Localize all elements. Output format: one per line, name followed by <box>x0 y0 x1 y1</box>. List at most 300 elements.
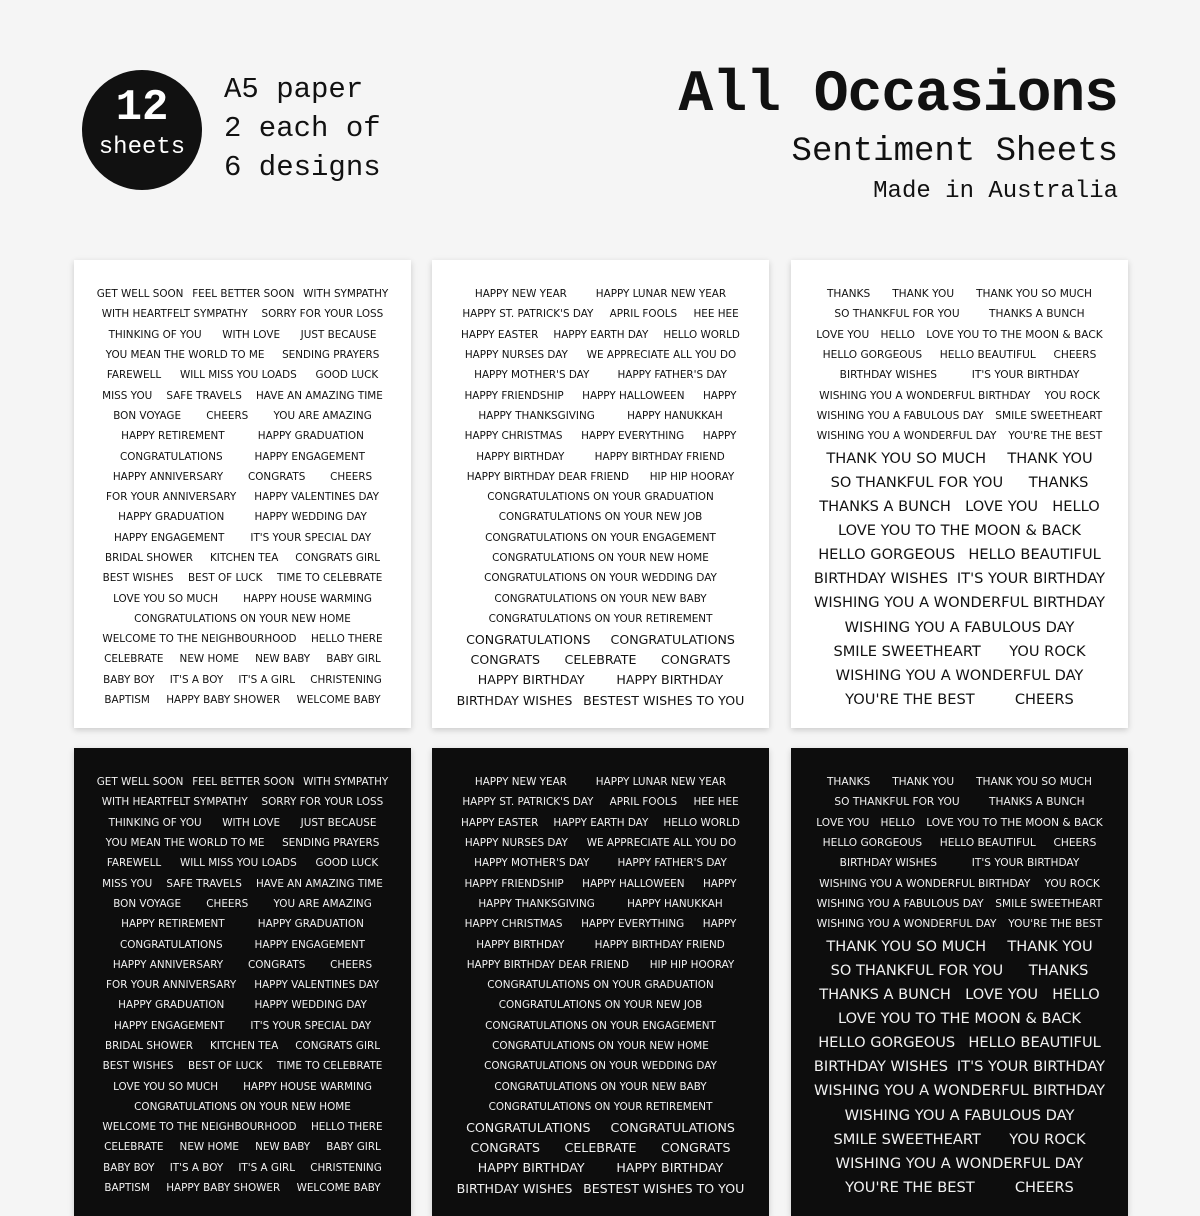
product-specs <box>224 70 381 187</box>
sentiment-row <box>74 609 411 629</box>
sentiment-phrase: THANK YOU <box>1007 937 1093 955</box>
sentiment-phrase: THINKING OF YOU <box>108 816 202 829</box>
sentiment-phrase: HAPPY BIRTHDAY <box>477 1160 585 1176</box>
sentiment-phrase: FEEL BETTER SOON <box>192 776 295 789</box>
sentiment-phrase: YOU ARE AMAZING <box>273 409 372 422</box>
sentiment-phrase: SAFE TRAVELS <box>166 389 242 402</box>
sentiment-row <box>791 426 1128 446</box>
sentiment-phrase: LOVE YOU TO THE MOON & BACK <box>926 328 1103 341</box>
sentiment-phrase: CONGRATS <box>470 651 540 667</box>
sentiment-phrase: YOU'RE THE BEST <box>845 690 975 708</box>
sentiment-phrase: YOU'RE THE BEST <box>845 1178 975 1196</box>
sentiment-phrase: HAPPY BABY SHOWER <box>166 1182 281 1195</box>
sentiment-row <box>791 873 1128 893</box>
sentiment-phrase: WISHING YOU A WONDERFUL DAY <box>835 1154 1084 1172</box>
sentiment-sheet-dark-3 <box>791 748 1128 1216</box>
sentiment-phrase: THANK YOU <box>1007 449 1093 467</box>
sentiment-phrase: HELLO THERE <box>310 1121 383 1134</box>
sentiment-sheet-light-1 <box>74 260 411 728</box>
sentiment-phrase: LOVE YOU SO MUCH <box>113 592 219 605</box>
sentiment-phrase: HAPPY RETIREMENT <box>121 918 225 931</box>
sentiment-phrase: BRIDAL SHOWER <box>104 552 194 564</box>
sentiment-phrase: FEEL BETTER SOON <box>192 288 295 301</box>
sentiment-phrase: THANK YOU <box>892 288 955 301</box>
sentiment-row <box>432 1117 769 1137</box>
sentiment-phrase: THANKS <box>826 776 871 789</box>
sentiment-phrase: HAPPY HOUSE WARMING <box>243 1080 372 1093</box>
spec-line: 2 each of <box>224 112 381 145</box>
sentiment-row <box>791 958 1128 982</box>
sentiment-row <box>74 995 411 1015</box>
sentiment-row <box>432 548 769 568</box>
sentiment-phrase: HIP HIP HOORAY <box>649 958 735 971</box>
sentiment-row <box>74 325 411 345</box>
sentiment-phrase: HAPPY EARTH DAY <box>553 328 649 341</box>
sentiment-phrase: WISHING YOU A FABULOUS DAY <box>844 1106 1075 1124</box>
sentiment-phrase: HAPPY BIRTHDAY DEAR FRIEND <box>466 958 629 971</box>
sentiment-phrase: GOOD LUCK <box>315 857 379 870</box>
sentiment-phrase: SMILE SWEETHEART <box>995 897 1103 910</box>
sentiment-phrase: LOVE YOU TO THE MOON & BACK <box>837 1010 1082 1028</box>
sentiment-row <box>432 365 769 385</box>
sentiment-phrase: SENDING PRAYERS <box>282 837 380 850</box>
sentiment-row <box>432 873 769 893</box>
sentiment-row <box>432 1076 769 1096</box>
sentiment-phrase: HAPPY <box>702 877 737 890</box>
sentiment-phrase: CONGRATULATIONS ON YOUR NEW JOB <box>498 999 703 1012</box>
sentiment-phrase: THANKS A BUNCH <box>989 796 1085 809</box>
sentiment-phrase: CELEBRATE <box>564 1139 637 1155</box>
spec-line: 6 designs <box>224 151 381 184</box>
sentiment-phrase: WISHING YOU A WONDERFUL BIRTHDAY <box>814 1082 1105 1100</box>
sentiment-row <box>432 385 769 405</box>
sentiment-phrase: YOU MEAN THE WORLD TO ME <box>105 837 265 850</box>
sentiment-row <box>432 406 769 426</box>
sentiment-phrase: HAPPY EVERYTHING <box>581 430 685 443</box>
sentiment-row <box>791 325 1128 345</box>
sentiment-phrase: THANKS A BUNCH <box>989 308 1085 321</box>
sentiment-phrase: WISHING YOU A WONDERFUL BIRTHDAY <box>819 877 1031 890</box>
sentiment-phrase: IT'S YOUR SPECIAL DAY <box>250 1019 372 1032</box>
sentiment-row <box>432 1036 769 1056</box>
sentiment-phrase: CONGRATULATIONS ON YOUR NEW HOME <box>134 1100 351 1113</box>
sentiment-row <box>791 1151 1128 1175</box>
sentiment-phrase: CELEBRATE <box>104 1141 164 1154</box>
sentiment-phrase: HELLO BEAUTIFUL <box>939 837 1036 850</box>
sentiment-phrase: IT'S A GIRL <box>238 1161 296 1174</box>
sentiment-phrase: THANK YOU SO MUCH <box>976 776 1093 789</box>
sentiment-phrase: WITH LOVE <box>222 328 281 341</box>
sentiment-phrase: CONGRATULATIONS ON YOUR NEW JOB <box>498 511 703 524</box>
sentiment-row <box>432 1016 769 1036</box>
sentiment-phrase: HELLO BEAUTIFUL <box>968 546 1101 564</box>
sentiment-row <box>74 365 411 385</box>
sentiment-row <box>791 792 1128 812</box>
sentiment-row <box>791 591 1128 615</box>
sentiment-phrase: CHEERS <box>206 897 249 910</box>
sentiment-phrase: CHEERS <box>1053 349 1097 362</box>
sentiment-phrase: HAPPY GRADUATION <box>118 511 225 524</box>
sentiment-phrase: BABY GIRL <box>326 1141 381 1154</box>
sentiment-row <box>791 567 1128 591</box>
sentiment-phrase: KITCHEN TEA <box>209 1040 279 1052</box>
sentiment-row <box>432 609 769 629</box>
sentiment-row <box>791 519 1128 543</box>
sentiment-row <box>432 629 769 649</box>
sentiment-phrase: WE APPRECIATE ALL YOU DO <box>586 349 737 362</box>
sentiment-phrase: HAPPY NURSES DAY <box>464 837 568 850</box>
sentiment-row <box>432 284 769 304</box>
sentiment-phrase: WELCOME TO THE NEIGHBOURHOOD <box>102 1121 297 1134</box>
sentiment-row <box>432 772 769 792</box>
sentiment-phrase: HAVE AN AMAZING TIME <box>255 877 383 890</box>
sentiment-phrase: LOVE YOU SO MUCH <box>113 1080 219 1093</box>
sentiment-phrase: BEST OF LUCK <box>188 1060 263 1073</box>
sentiment-row <box>74 1056 411 1076</box>
sentiment-phrase: BAPTISM <box>104 694 150 707</box>
sentiment-row <box>791 615 1128 639</box>
sentiment-phrase: CONGRATULATIONS ON YOUR NEW BABY <box>494 592 707 605</box>
sentiment-phrase: HAPPY BIRTHDAY FRIEND <box>594 938 725 951</box>
sentiment-phrase: HAPPY ENGAGEMENT <box>254 450 366 463</box>
sentiment-row <box>432 345 769 365</box>
sentiment-phrase: CHEERS <box>1053 837 1097 850</box>
sentiment-phrase: WISHING YOU A FABULOUS DAY <box>816 897 984 910</box>
sentiment-phrase: HELLO GORGEOUS <box>818 546 956 564</box>
sentiment-phrase: HAPPY ANNIVERSARY <box>112 958 224 971</box>
sentiment-row <box>74 1158 411 1178</box>
sentiment-row <box>74 1076 411 1096</box>
sentiment-phrase: CHEERS <box>330 470 373 483</box>
sentiment-phrase: IT'S A BOY <box>169 1161 224 1174</box>
sentiment-phrase: GET WELL SOON <box>96 776 184 789</box>
sheet-count-badge <box>82 70 202 190</box>
sentiment-row <box>74 1137 411 1157</box>
sentiment-row <box>74 792 411 812</box>
sentiment-phrase: HELLO GORGEOUS <box>822 837 923 850</box>
sentiment-phrase: HAPPY <box>702 430 737 443</box>
sentiment-row <box>74 304 411 324</box>
sentiment-phrase: HAPPY ENGAGEMENT <box>254 938 366 951</box>
sentiment-row <box>74 467 411 487</box>
sentiment-phrase: WITH SYMPATHY <box>303 776 389 789</box>
sentiment-row <box>791 1007 1128 1031</box>
sentiment-phrase: CONGRATULATIONS ON YOUR NEW HOME <box>492 552 709 564</box>
sentiment-phrase: HELLO GORGEOUS <box>818 1034 956 1052</box>
sentiment-phrase: CONGRATULATIONS <box>466 1119 591 1135</box>
sentiment-phrase: HELLO WORLD <box>663 328 740 341</box>
sentiment-row <box>432 487 769 507</box>
sentiment-phrase: THANK YOU <box>892 776 955 789</box>
sentiment-row <box>74 853 411 873</box>
sentiment-phrase: YOU'RE THE BEST <box>1008 430 1103 443</box>
sentiment-phrase: SO THANKFUL FOR YOU <box>834 796 960 809</box>
sentiment-phrase: CONGRATULATIONS ON YOUR WEDDING DAY <box>484 1060 717 1073</box>
sentiment-phrase: HAPPY GRADUATION <box>257 918 364 931</box>
sentiment-phrase: WITH SYMPATHY <box>303 288 389 301</box>
sentiment-row <box>791 284 1128 304</box>
sentiment-row <box>74 649 411 669</box>
sentiment-phrase: CONGRATULATIONS ON YOUR ENGAGEMENT <box>485 531 716 544</box>
sentiment-phrase: BIRTHDAY WISHES <box>456 1180 573 1196</box>
sentiment-phrase: CONGRATULATIONS ON YOUR NEW HOME <box>134 612 351 625</box>
sentiment-phrase: CONGRATS <box>247 470 306 483</box>
sentiment-row <box>74 670 411 690</box>
sentiment-phrase: LOVE YOU <box>965 986 1039 1004</box>
sentiment-row <box>791 1175 1128 1199</box>
sentiment-phrase: SMILE SWEETHEART <box>833 642 981 660</box>
sentiment-phrase: THINKING OF YOU <box>108 328 202 341</box>
sentiment-phrase: CONGRATULATIONS ON YOUR NEW BABY <box>494 1080 707 1093</box>
sentiment-phrase: CONGRATS <box>470 1139 540 1155</box>
product-subtitle: Sentiment Sheets <box>791 133 1118 171</box>
sentiment-row <box>791 914 1128 934</box>
title-block <box>679 60 1118 210</box>
sentiment-row <box>74 975 411 995</box>
sentiment-phrase: HAPPY THANKSGIVING <box>478 897 595 910</box>
sentiment-phrase: HAPPY EASTER <box>461 328 539 341</box>
sentiment-phrase: BON VOYAGE <box>113 897 182 910</box>
sentiment-phrase: SO THANKFUL FOR YOU <box>830 962 1004 980</box>
sentiment-row <box>74 690 411 710</box>
sentiment-phrase: YOU ROCK <box>1044 389 1100 402</box>
sentiment-phrase: HAPPY EVERYTHING <box>581 918 685 931</box>
sentiment-phrase: WITH HEARTFELT SYMPATHY <box>101 308 248 321</box>
sentiment-phrase: HAPPY BIRTHDAY <box>476 938 565 951</box>
sentiment-row <box>432 304 769 324</box>
sentiment-phrase: HAPPY CHRISTMAS <box>464 918 563 931</box>
sentiment-phrase: MISS YOU <box>102 389 153 402</box>
sentiment-phrase: NEW BABY <box>255 653 311 666</box>
sentiment-phrase: HAPPY VALENTINES DAY <box>254 979 379 992</box>
sentiment-row <box>432 446 769 466</box>
sentiment-row <box>74 507 411 527</box>
sentiment-phrase: FOR YOUR ANNIVERSARY <box>106 491 237 504</box>
sentiment-phrase: GET WELL SOON <box>96 288 184 301</box>
sentiment-row <box>432 1097 769 1117</box>
sentiment-phrase: THANK YOU SO MUCH <box>826 449 987 467</box>
sentiment-phrase: IT'S YOUR BIRTHDAY <box>971 369 1080 382</box>
sentiment-phrase: HAPPY MOTHER'S DAY <box>474 369 590 382</box>
sentiment-phrase: WISHING YOU A WONDERFUL BIRTHDAY <box>814 594 1105 612</box>
sentiment-sheet-dark-1 <box>74 748 411 1216</box>
sentiment-phrase: HELLO <box>1052 986 1100 1004</box>
sentiment-phrase: WILL MISS YOU LOADS <box>179 369 297 382</box>
sentiment-row <box>74 772 411 792</box>
sentiment-row <box>791 446 1128 470</box>
sentiment-phrase: BIRTHDAY WISHES <box>839 857 938 870</box>
sentiment-row <box>74 914 411 934</box>
sentiment-phrase: CHEERS <box>330 958 373 971</box>
sentiment-sheet-dark-2 <box>432 748 769 1216</box>
sentiment-row <box>432 853 769 873</box>
sentiment-phrase: CONGRATULATIONS <box>610 1119 735 1135</box>
sentiment-phrase: FAREWELL <box>106 369 162 382</box>
sentiment-phrase: HAPPY LUNAR NEW YEAR <box>595 776 727 789</box>
sentiment-phrase: CHRISTENING <box>310 1161 382 1174</box>
sentiment-row <box>74 487 411 507</box>
sentiment-row <box>74 955 411 975</box>
sentiment-phrase: TIME TO CELEBRATE <box>276 572 383 585</box>
sentiment-phrase: SO THANKFUL FOR YOU <box>830 474 1004 492</box>
sentiment-row <box>432 507 769 527</box>
sentiment-row <box>432 588 769 608</box>
sentiment-phrase: THANK YOU SO MUCH <box>976 288 1093 301</box>
sentiment-row <box>791 983 1128 1007</box>
sentiment-row <box>432 894 769 914</box>
sentiment-row <box>791 365 1128 385</box>
sentiment-phrase: HAPPY FATHER'S DAY <box>617 857 727 870</box>
sentiment-phrase: IT'S YOUR BIRTHDAY <box>971 857 1080 870</box>
sentiment-row <box>74 568 411 588</box>
sentiment-row <box>432 1158 769 1178</box>
sentiment-row <box>74 1117 411 1137</box>
sentiment-phrase: BEST WISHES <box>102 1060 174 1073</box>
sentiment-phrase: CONGRATULATIONS ON YOUR ENGAGEMENT <box>485 1019 716 1032</box>
sentiment-phrase: HAPPY NEW YEAR <box>474 776 567 789</box>
sentiment-row <box>432 528 769 548</box>
sentiment-phrase: HAPPY GRADUATION <box>118 999 225 1012</box>
sentiment-phrase: HAPPY NURSES DAY <box>464 349 568 362</box>
sentiment-row <box>791 543 1128 567</box>
sentiment-row <box>432 955 769 975</box>
sentiment-phrase: WISHING YOU A FABULOUS DAY <box>844 618 1075 636</box>
sentiment-phrase: CHEERS <box>206 409 249 422</box>
sentiment-row <box>74 345 411 365</box>
spec-line: A5 paper <box>224 73 364 106</box>
sentiment-row <box>74 833 411 853</box>
sentiment-row <box>74 426 411 446</box>
sentiment-row <box>74 934 411 954</box>
sentiment-row <box>432 934 769 954</box>
sentiment-phrase: HAPPY BIRTHDAY <box>616 672 724 688</box>
sentiment-phrase: CHEERS <box>1014 1178 1074 1196</box>
sentiment-phrase: HAPPY LUNAR NEW YEAR <box>595 288 727 301</box>
sentiment-phrase: WITH HEARTFELT SYMPATHY <box>101 796 248 809</box>
sentiment-phrase: CHEERS <box>1014 690 1074 708</box>
sentiment-phrase: WITH LOVE <box>222 816 281 829</box>
sentiment-sheet-light-2 <box>432 260 769 728</box>
sentiment-row <box>432 426 769 446</box>
sentiment-phrase: HAPPY NEW YEAR <box>474 288 567 301</box>
sentiment-row <box>432 1178 769 1198</box>
sentiment-phrase: LOVE YOU <box>816 816 870 829</box>
sentiment-phrase: IT'S A GIRL <box>238 673 296 686</box>
sentiment-phrase: THANKS <box>1028 962 1089 980</box>
sentiment-row <box>74 284 411 304</box>
sentiment-phrase: IT'S YOUR BIRTHDAY <box>956 1058 1106 1076</box>
sentiment-row <box>791 345 1128 365</box>
sentiment-row <box>74 548 411 568</box>
sentiment-phrase: HAPPY HANUKKAH <box>627 409 723 422</box>
sentiment-row <box>74 1178 411 1198</box>
sentiment-phrase: APRIL FOOLS <box>609 308 678 321</box>
sentiment-phrase: HAPPY GRADUATION <box>257 430 364 443</box>
sentiment-phrase: BAPTISM <box>104 1182 150 1195</box>
sentiment-phrase: BIRTHDAY WISHES <box>813 1058 948 1076</box>
sentiment-phrase: LOVE YOU <box>816 328 870 341</box>
sentiment-phrase: NEW BABY <box>255 1141 311 1154</box>
sentiment-phrase: BIRTHDAY WISHES <box>456 692 573 708</box>
sentiment-phrase: THANKS A BUNCH <box>819 498 951 516</box>
sentiment-sheet-light-3 <box>791 260 1128 728</box>
sentiment-phrase: NEW HOME <box>179 1141 239 1154</box>
sentiment-phrase: HELLO <box>880 816 915 829</box>
sentiment-phrase: FOR YOUR ANNIVERSARY <box>106 979 237 992</box>
sentiment-phrase: CONGRATS GIRL <box>295 552 381 564</box>
sentiment-phrase: CHRISTENING <box>310 673 382 686</box>
sentiment-phrase: GOOD LUCK <box>315 369 379 382</box>
sentiment-phrase: BABY BOY <box>103 673 155 686</box>
sentiment-phrase: BON VOYAGE <box>113 409 182 422</box>
sentiment-phrase: CONGRATS <box>247 958 306 971</box>
sentiment-row <box>432 649 769 669</box>
sentiment-row <box>791 1055 1128 1079</box>
sentiment-row <box>432 1056 769 1076</box>
sentiment-phrase: HAPPY HALLOWEEN <box>582 389 685 402</box>
sentiment-phrase: BEST WISHES <box>102 572 174 585</box>
sentiment-row <box>791 853 1128 873</box>
sentiment-row <box>432 568 769 588</box>
sentiment-phrase: HELLO THERE <box>310 633 383 646</box>
sentiment-phrase: HAPPY <box>702 918 737 931</box>
sentiment-phrase: HAPPY BIRTHDAY FRIEND <box>594 450 725 463</box>
sentiment-row <box>791 1079 1128 1103</box>
sentiment-phrase: CONGRATS <box>660 651 731 667</box>
sentiment-row <box>432 690 769 710</box>
sentiment-row <box>74 629 411 649</box>
sentiment-row <box>791 833 1128 853</box>
sentiment-phrase: YOU ROCK <box>1009 642 1086 660</box>
sentiment-row <box>791 934 1128 958</box>
sentiment-phrase: CONGRATULATIONS <box>466 631 591 647</box>
sentiment-row <box>74 873 411 893</box>
badge-unit: sheets <box>98 134 186 161</box>
sentiment-phrase: LOVE YOU TO THE MOON & BACK <box>926 816 1103 829</box>
sentiment-phrase: MISS YOU <box>102 877 153 890</box>
sentiment-phrase: CONGRATULATIONS <box>610 631 735 647</box>
sentiment-phrase: JUST BECAUSE <box>300 816 377 829</box>
sentiment-phrase: CONGRATULATIONS <box>119 450 223 463</box>
sentiment-phrase: BABY GIRL <box>326 653 381 666</box>
sentiment-row <box>432 833 769 853</box>
sentiment-row <box>791 304 1128 324</box>
sentiment-phrase: SENDING PRAYERS <box>282 349 380 362</box>
sentiment-row <box>432 792 769 812</box>
sentiment-phrase: HELLO <box>1052 498 1100 516</box>
sentiment-phrase: HAPPY ST. PATRICK'S DAY <box>462 308 594 321</box>
sentiment-row <box>432 975 769 995</box>
sentiment-row <box>791 1031 1128 1055</box>
sentiment-phrase: HEE HEE <box>693 308 739 321</box>
sentiment-phrase: CONGRATULATIONS ON YOUR NEW HOME <box>492 1040 709 1052</box>
sentiment-phrase: CONGRATULATIONS ON YOUR WEDDING DAY <box>484 572 717 585</box>
sentiment-phrase: HAPPY MOTHER'S DAY <box>474 857 590 870</box>
sentiment-phrase: FAREWELL <box>106 857 162 870</box>
sentiment-phrase: HAPPY CHRISTMAS <box>464 430 563 443</box>
origin-label: Made in Australia <box>873 178 1118 205</box>
sentiment-phrase: WISHING YOU A WONDERFUL BIRTHDAY <box>819 389 1031 402</box>
sentiment-phrase: CONGRATS <box>660 1139 731 1155</box>
sentiment-phrase: CONGRATULATIONS ON YOUR GRADUATION <box>487 491 714 504</box>
sentiment-row <box>432 995 769 1015</box>
sentiment-phrase: SO THANKFUL FOR YOU <box>834 308 960 321</box>
sentiment-phrase: HELLO BEAUTIFUL <box>939 349 1036 362</box>
sentiment-row <box>74 528 411 548</box>
sentiment-phrase: KITCHEN TEA <box>209 552 279 564</box>
sentiment-row <box>432 914 769 934</box>
sentiment-phrase: HAPPY EASTER <box>461 816 539 829</box>
